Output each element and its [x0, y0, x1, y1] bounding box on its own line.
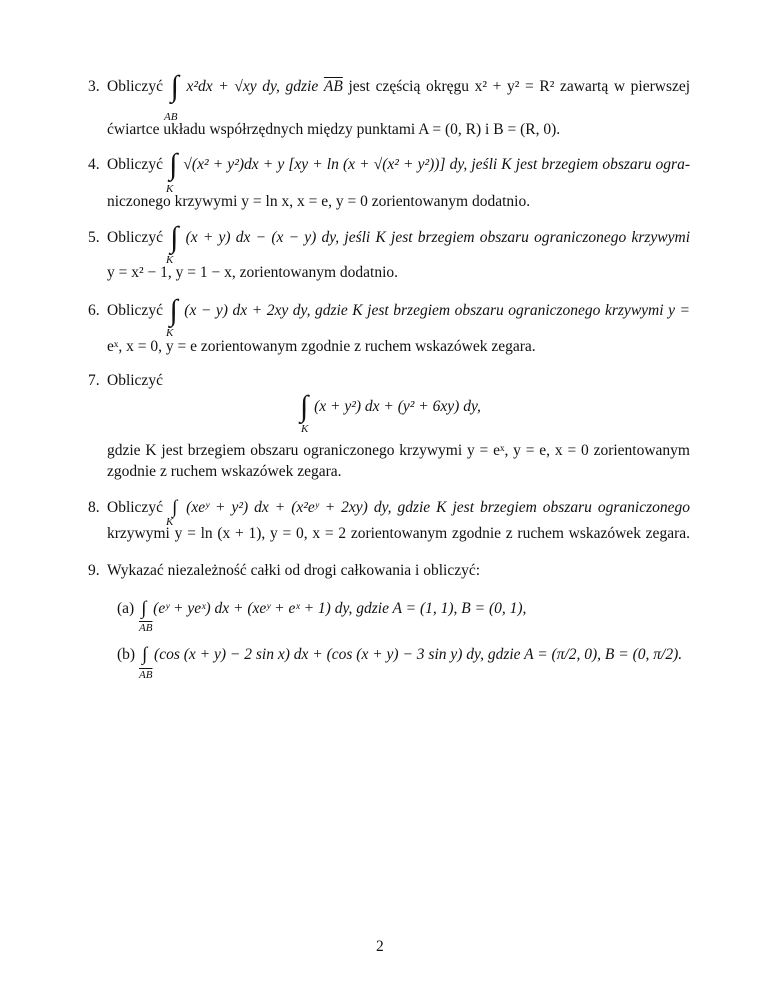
integral-sign: ∫ [141, 644, 148, 666]
text: Obliczyć [107, 156, 163, 173]
text: Obliczyć [107, 302, 163, 319]
problem-9-line-1: Wykazać niezależność całki od drogi całkowania i obliczyć: [107, 562, 481, 579]
math: (x + y²) dx + (y² + 6xy) dy, [314, 398, 481, 415]
problem-7-line-2: gdzie K jest brzegiem obszaru ograniczonego krzywymi y = eˣ, y = e, x = 0 zorientowanym [107, 442, 690, 459]
problem-number: 3. [88, 78, 100, 95]
math: x²dx + √xy dy, gdzie [186, 78, 319, 95]
problem-5-line-1 [107, 221, 690, 255]
problem-3-line-2: ćwiartce układu współrzędnych między punktami A = (0, R) i B = (R, 0). [107, 121, 561, 138]
text: Obliczyć [107, 229, 163, 246]
problem-6-line-2: eˣ, x = 0, y = e zorientowanym zgodnie z ruchem wskazówek zegara. [107, 338, 536, 355]
item-label: (b) [117, 646, 136, 663]
problem-4-line-2: niczonego krzywymi y = ln x, x = e, y = 0 zorientowanym dodatnio. [107, 193, 531, 210]
integral-sign: ∫ [169, 148, 178, 182]
integral-sign: ∫ [171, 497, 178, 519]
problem-7-display [298, 390, 481, 424]
math: (eʸ + yeˣ) dx + (xeʸ + eˣ + 1) dy, gdzie A = (1, 1), B = (0, 1), [153, 600, 527, 617]
integral-subscript: K [166, 183, 174, 195]
integral-subscript: K [166, 327, 174, 339]
arc-ab: $\overline{AB}$ [323, 78, 343, 95]
problem-8-line-2: krzywymi y = ln (x + 1), y = 0, x = 2 zorientowanym zgodnie z ruchem wskazówek zegara. [107, 525, 690, 542]
integral-subscript: K [301, 423, 309, 435]
integral-subscript: K [166, 254, 174, 266]
math: √(x² + y²)dx + y [xy + ln (x + √(x² + y²))] dy, jeśli K jest brzegiem obszaru ogra- [183, 156, 691, 173]
problem-6-line-1 [107, 294, 690, 328]
integral-sign: ∫ [169, 294, 178, 328]
integral-sign: ∫ [141, 598, 147, 620]
math: (x + y) dx − (x − y) dy, jeśli K jest brzegiem obszaru ograniczonego krzywymi [185, 229, 690, 246]
problem-5-line-2: y = x² − 1, y = 1 − x, zorientowanym dodatnio. [107, 264, 399, 281]
item-label: (a) [117, 600, 135, 617]
problem-number: 5. [88, 229, 100, 246]
integral-subscript: $\overline{AB}$ [139, 622, 153, 634]
problem-number: 8. [88, 499, 100, 516]
integral-sign: ∫ [300, 390, 309, 424]
problem-4-line-1 [107, 148, 691, 182]
math: (x − y) dx + 2xy dy, gdzie K jest brzegiem obszaru ograniczonego krzywymi y = [184, 302, 690, 319]
integral-subscript: $\overline{AB}$ [139, 669, 153, 681]
problem-9a [117, 600, 526, 618]
integral-sign: ∫ [170, 70, 179, 104]
integral-subscript: K [166, 516, 174, 528]
problem-number: 6. [88, 302, 100, 319]
text: jest częścią okręgu x² + y² = R² zawartą w pierwszej [348, 78, 691, 95]
text: Obliczyć [107, 78, 163, 95]
math: (xeʸ + y²) dx + (x²eʸ + 2xy) dy, gdzie K jest brzegiem obszaru ograniczonego [186, 499, 691, 516]
integral-sign: ∫ [170, 221, 179, 255]
integral-subscript: AB [164, 111, 178, 123]
problem-9b [117, 646, 682, 664]
problem-number: 9. [88, 562, 100, 579]
problem-3-line-1 [107, 70, 691, 104]
problem-number: 4. [88, 156, 100, 173]
problem-number: 7. [88, 372, 100, 389]
problem-8-line-1 [107, 499, 690, 517]
problem-7-line-1: Obliczyć [107, 372, 163, 389]
text: Obliczyć [107, 499, 163, 516]
problem-7-line-3: zgodnie z ruchem wskazówek zegara. [107, 463, 342, 480]
page-number: 2 [376, 938, 384, 955]
math: (cos (x + y) − 2 sin x) dx + (cos (x + y) − 3 sin y) dy, gdzie A = (π/2, 0), B = (0, π/2). [154, 646, 683, 663]
